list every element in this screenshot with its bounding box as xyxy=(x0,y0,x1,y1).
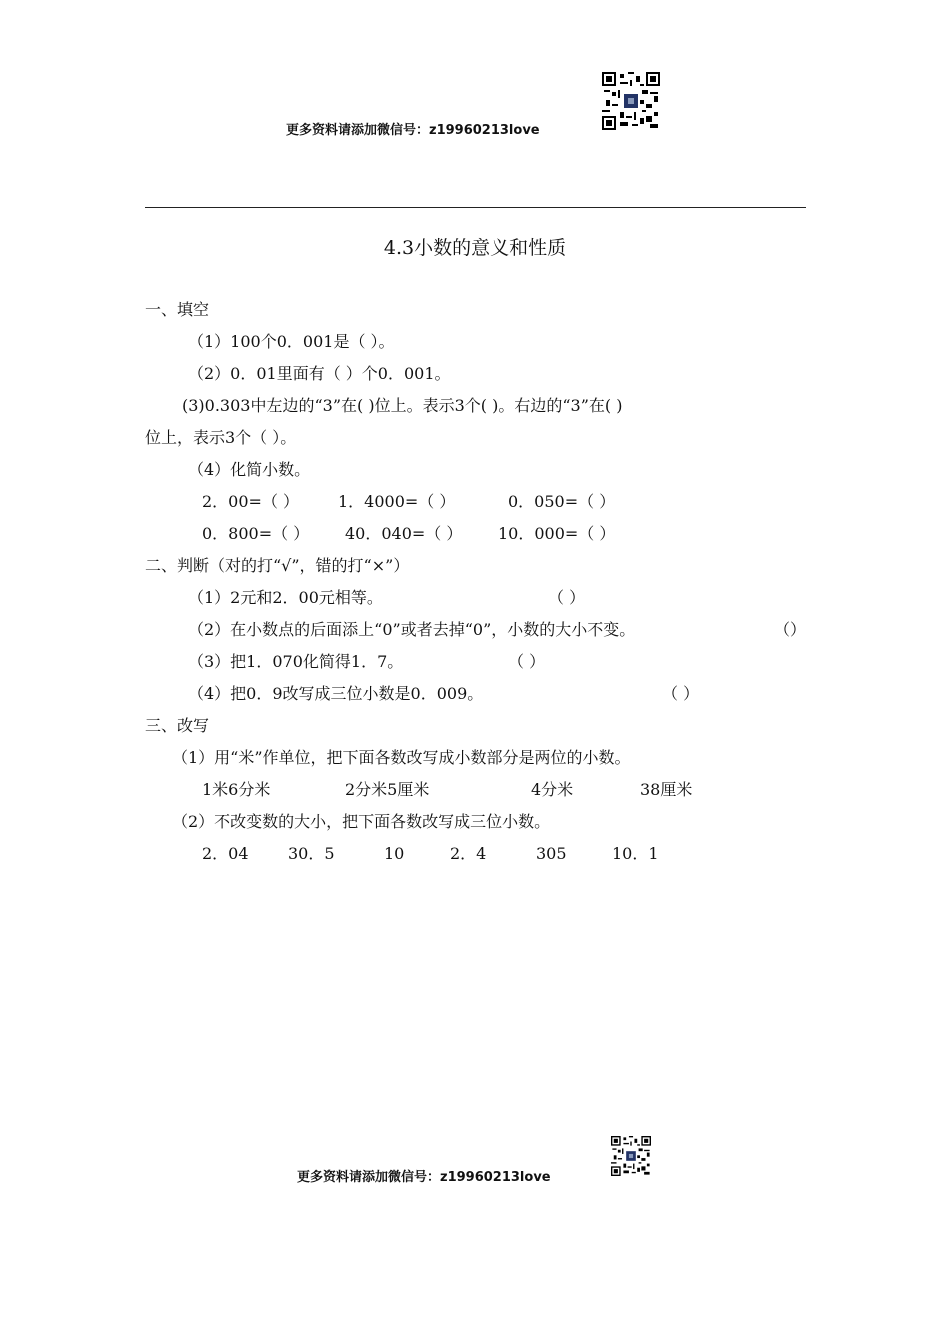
rewrite-item: 2．04 xyxy=(202,844,249,863)
judge-item-text: （2）在小数点的后面添上“0”或者去掉“0”，小数的大小不变。 xyxy=(188,620,636,639)
question-text: （2）不改变数的大小，把下面各数改写成三位小数。 xyxy=(172,812,551,831)
rewrite-item: 1米6分米 xyxy=(202,780,271,799)
header-divider xyxy=(145,207,806,208)
page-title: 4.3小数的意义和性质 xyxy=(383,237,567,259)
question-text: （1）用“米”作单位，把下面各数改写成小数部分是两位的小数。 xyxy=(172,748,631,767)
section-2-heading: 二、判断（对的打“√”，错的打“×”） xyxy=(145,556,410,575)
header-watermark: 更多资料请添加微信号：z19960213love xyxy=(286,123,540,138)
section-3-heading: 三、改写 xyxy=(145,716,210,735)
section-1-heading: 一、填空 xyxy=(145,300,210,319)
judge-item-bracket: （ ） xyxy=(508,652,546,671)
question-text: 位上，表示3个（ ）。 xyxy=(145,428,297,447)
rewrite-item: 2分米5厘米 xyxy=(345,780,430,799)
judge-item-bracket: （） xyxy=(774,620,807,639)
qr-code-icon xyxy=(602,72,660,130)
simplify-item: 1．4000=（ ） xyxy=(338,492,456,511)
footer-watermark: 更多资料请添加微信号：z19960213love xyxy=(297,1170,551,1185)
question-text: （1）100个0．001是（ ）。 xyxy=(188,332,395,351)
rewrite-item: 4分米 xyxy=(531,780,574,799)
judge-item-bracket: （ ） xyxy=(548,588,586,607)
rewrite-item: 38厘米 xyxy=(640,780,693,799)
question-text: （4）化简小数。 xyxy=(188,460,311,479)
judge-item-text: （4）把0．9改写成三位小数是0．009。 xyxy=(188,684,484,703)
question-text: (3)0.303中左边的“3”在( )位上。表示3个( )。右边的“3”在( ) xyxy=(182,396,623,415)
rewrite-item: 10．1 xyxy=(612,844,659,863)
simplify-item: 2．00=（ ） xyxy=(202,492,300,511)
question-text: （2）0．01里面有（ ）个0．001。 xyxy=(188,364,451,383)
judge-item-text: （3）把1．070化简得1．7。 xyxy=(188,652,404,671)
rewrite-item: 30．5 xyxy=(288,844,335,863)
judge-item-bracket: （ ） xyxy=(662,684,700,703)
simplify-item: 0．800=（ ） xyxy=(202,524,310,543)
simplify-item: 40．040=（ ） xyxy=(345,524,463,543)
simplify-item: 10．000=（ ） xyxy=(498,524,616,543)
qr-code-icon xyxy=(611,1136,651,1176)
rewrite-item: 305 xyxy=(536,844,567,863)
judge-item-text: （1）2元和2．00元相等。 xyxy=(188,588,383,607)
rewrite-item: 2．4 xyxy=(450,844,487,863)
simplify-item: 0．050=（ ） xyxy=(508,492,616,511)
rewrite-item: 10 xyxy=(384,844,405,863)
